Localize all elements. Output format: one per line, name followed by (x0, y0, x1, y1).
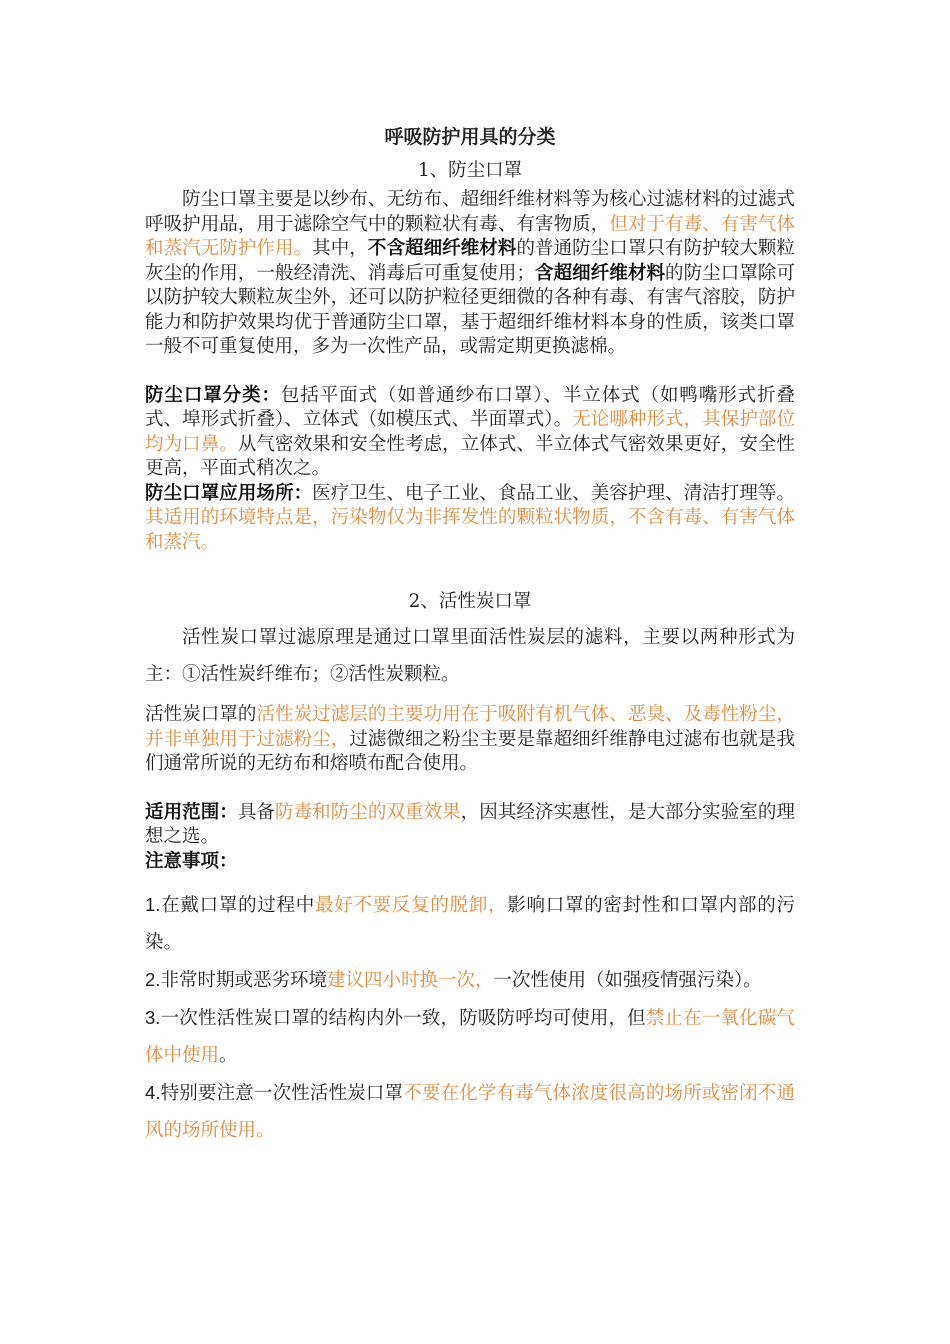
note-item: 1.在戴口罩的过程中最好不要反复的脱卸，影响口罩的密封性和口罩内部的污染。 (145, 894, 795, 953)
document-page (145, 120, 795, 1149)
note-item: 4.特别要注意一次性活性炭口罩不要在化学有毒气体浓度很高的场所或密闭不通风的场所使用。 (145, 1082, 795, 1141)
section1-types: 防尘口罩分类：包括平面式（如普通纱布口罩）、半立体式（如鸭嘴形式折叠式、埠形式折叠）、立体式（如模压式、半面罩式）。无论哪种形式，其保护部位均为口鼻。从气密效果和安全性考虑，立体式、半立体式气密效果更好，安全性更高，平面式稍次之。 (145, 384, 795, 479)
page-title: 呼吸防护用具的分类 (384, 126, 556, 148)
notes-label: 注意事项： (145, 850, 238, 872)
section2-principle: 活性炭口罩过滤原理是通过口罩里面活性炭层的滤料，主要以两种形式为主：①活性炭纤维布；②活性炭颗粒。 (145, 627, 795, 685)
section1-heading: 1、防尘口罩 (417, 160, 523, 181)
section1-usage: 防尘口罩应用场所：医疗卫生、电子工业、食品工业、美容护理、清洁打理等。其适用的环境特点是，污染物仅为非挥发性的颗粒状物质，不含有毒、有害气体和蒸汽。 (145, 482, 795, 553)
section2-scope: 适用范围：具备防毒和防尘的双重效果，因其经济实惠性，是大部分实验室的理想之选。 (145, 801, 795, 847)
note-item: 3.一次性活性炭口罩的结构内外一致，防吸防呼均可使用，但禁止在一氧化碳气体中使用。 (145, 1007, 795, 1066)
note-item: 2.非常时期或恶劣环境建议四小时换一次，一次性使用（如强疫情强污染）。 (145, 969, 762, 991)
section2-function: 活性炭口罩的活性炭过滤层的主要功用在于吸附有机气体、恶臭、及毒性粉尘，并非单独用于过滤粉尘，过滤微细之粉尘主要是靠超细纤维静电过滤布也就是我们通常所说的无纺布和熔喷布配合使用。 (145, 704, 795, 774)
section1-intro: 防尘口罩主要是以纱布、无纺布、超细纤维材料等为核心过滤材料的过滤式呼吸护用品，用于滤除空气中的颗粒状有毒、有害物质，但对于有毒、有害气体和蒸汽无防护作用。其中，不含超细纤维材料的普通防尘口罩只有防护较大颗粒灰尘的作用，一般经清洗、消毒后可重复使用；含超细纤维材料的防尘口罩除可以防护较大颗粒灰尘外，还可以防护粒径更细微的各种有毒、有害气溶胶，防护能力和防护效果均优于普通防尘口罩，基于超细纤维材料本身的性质，该类口罩一般不可重复使用，多为一次性产品，或需定期更换滤棉。 (145, 189, 795, 357)
section2-heading: 2、活性炭口罩 (408, 591, 532, 612)
